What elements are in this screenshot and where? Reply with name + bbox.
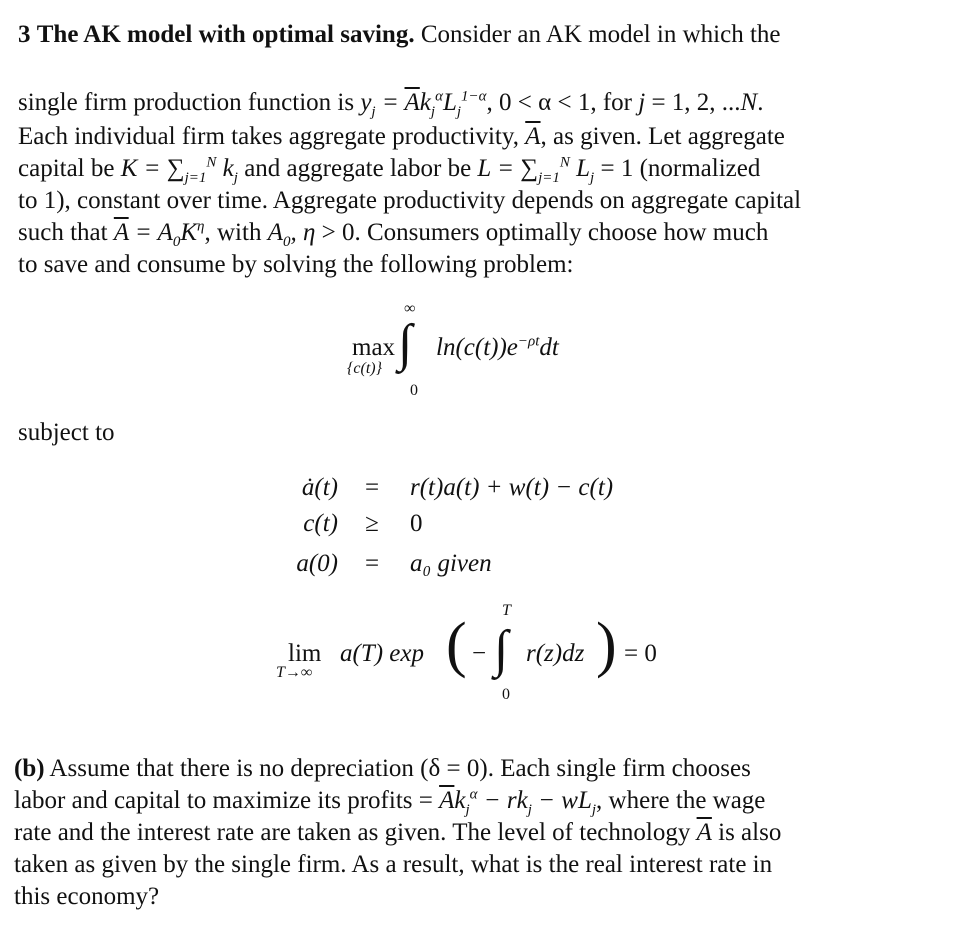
- math-A-bar: $\overline{A}$: [525, 123, 541, 150]
- left-paren: (: [446, 611, 467, 679]
- max-operator: max: [352, 334, 396, 361]
- math-productivity-eq: $\overline{A} = A_0K^\eta$: [113, 218, 205, 250]
- text: Assume that there is no depreciation (δ = 0). Each single firm chooses: [44, 755, 751, 782]
- text: Each individual firm takes aggregate productivity,: [18, 123, 526, 150]
- part-b-line-3: [14, 818, 932, 848]
- part-b-line-1: [14, 754, 932, 784]
- integrand-text: ln(c(t))e: [436, 334, 518, 361]
- paragraph-line-1: [18, 88, 936, 118]
- dt: dt: [539, 334, 559, 361]
- math-profit: $\overline{A}k_j^\alpha - rk_j - wL_j$: [439, 786, 597, 818]
- constraint-2-rhs: 0: [410, 510, 423, 537]
- constraint-2-op: ≥: [365, 510, 379, 537]
- math-j: j: [638, 89, 646, 116]
- paragraph-line-6: to save and consume by solving the following problem:: [18, 251, 574, 278]
- text: such that: [18, 219, 114, 246]
- part-b-line-4: taken as given by the single firm. As a result, what is the real interest rate in: [14, 851, 773, 878]
- text: > 0. Consumers optimally choose how much: [315, 219, 769, 246]
- math-A-bar: $\overline{A}$: [696, 819, 712, 846]
- transversality-expr: a(T) exp: [340, 640, 424, 667]
- objective-integrand: [436, 334, 559, 362]
- text: single firm production function is: [18, 89, 361, 116]
- problem-title: The AK model with optimal saving.: [36, 21, 415, 48]
- text: = 1, 2, ...: [645, 89, 741, 116]
- lim-subscript: T→∞: [276, 664, 313, 681]
- text: capital be: [18, 155, 121, 182]
- paragraph-line-5: [18, 218, 936, 248]
- constraint-3-rhs: a₀ given: [410, 550, 492, 577]
- problem-number: 3: [18, 21, 31, 48]
- part-b-line-5: this economy?: [14, 883, 160, 910]
- inner-integral-upper: T: [502, 602, 511, 619]
- paragraph-line-2: [18, 122, 936, 152]
- text: , as given. Let aggregate: [540, 123, 785, 150]
- discount-exponent: −ρt: [517, 333, 540, 350]
- text: labor and capital to maximize its profits =: [14, 787, 440, 814]
- math-aggregate-labor: $L = \sum_{j=1}^N$ $L_j$: [477, 154, 595, 186]
- integral-upper-limit: ∞: [404, 300, 416, 317]
- text: , with: [204, 219, 268, 246]
- text: .: [757, 89, 764, 116]
- lim-operator: lim: [288, 640, 322, 667]
- text: , 0 < α < 1, for: [486, 89, 639, 116]
- constraint-1-rhs: r(t)a(t) + w(t) − c(t): [410, 474, 614, 501]
- text: and aggregate labor be: [237, 155, 478, 182]
- subject-to-label: subject to: [18, 419, 115, 446]
- integral-lower-limit: 0: [410, 382, 418, 399]
- right-paren: ): [596, 611, 617, 679]
- integral-sign: ∫: [398, 315, 413, 372]
- part-b-label: (b): [14, 755, 45, 782]
- text: = 1 (normalized: [594, 155, 761, 182]
- transversality-result: = 0: [624, 640, 657, 667]
- constraint-3-op: =: [364, 550, 380, 577]
- text: , where the wage: [596, 787, 766, 814]
- paragraph-line-4: to 1), constant over time. Aggregate productivity depends on aggregate capital: [18, 187, 802, 214]
- inner-integrand: r(z)dz: [526, 640, 585, 667]
- math-params: $A_0$, η: [267, 219, 316, 250]
- inner-integral-lower: 0: [502, 686, 510, 703]
- constraint-2-lhs: c(t): [303, 510, 338, 537]
- inner-integral-sign: ∫: [494, 621, 509, 678]
- text: rate and the interest rate are taken as given. The level of technology: [14, 819, 697, 846]
- problem-intro: Consider an AK model in which the: [420, 21, 781, 48]
- constraint-3-lhs: a(0): [296, 550, 338, 577]
- part-b-line-2: [14, 786, 932, 816]
- math-production-function: $y_j = \overline{A}k_j^\alpha L_j^{1-\alpha}$: [360, 88, 487, 120]
- paragraph-line-3: [18, 154, 936, 184]
- max-subscript: {c(t)}: [347, 360, 382, 377]
- problem-heading: [18, 20, 936, 50]
- constraint-1-op: =: [364, 474, 380, 501]
- math-aggregate-capital: $K = \sum_{j=1}^N$ $k_j$: [120, 154, 238, 186]
- minus-sign: −: [472, 640, 487, 667]
- math-N: N: [740, 89, 758, 116]
- constraint-1-lhs: ȧ(t): [301, 474, 338, 501]
- text: is also: [711, 819, 782, 846]
